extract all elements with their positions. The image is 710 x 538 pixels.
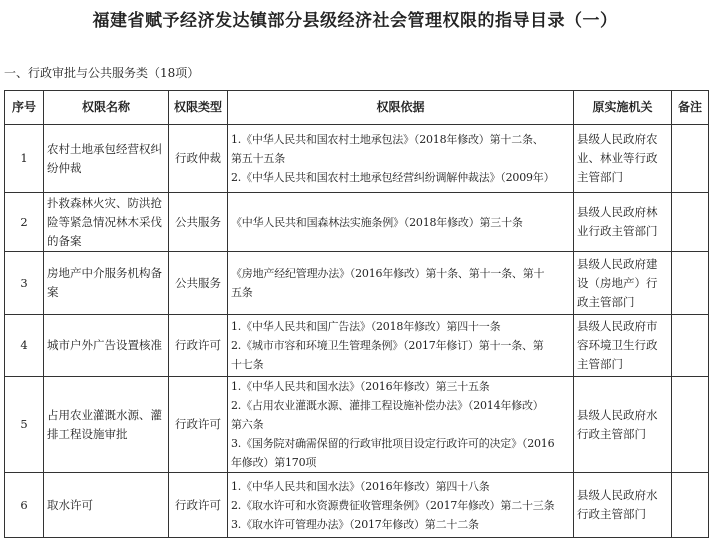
basis-line: 五条 [231, 286, 253, 299]
basis-line: 1.《中华人民共和国水法》（2016年修改）第四十八条 [231, 479, 490, 493]
header-name: 权限名称 [44, 91, 169, 125]
authority-name: 取水许可 [44, 473, 169, 538]
basis-line: 3.《取水许可管理办法》（2017年修改）第二十二条 [231, 517, 479, 531]
basis-line: 2.《占用农业灌溉水源、灌排工程设施补偿办法》（2014年修改） [231, 399, 544, 412]
table-header-row [5, 91, 709, 125]
authority-type: 行政许可 [169, 377, 228, 473]
page-title: 福建省赋予经济发达镇部分县级经济社会管理权限的指导目录（一） [92, 11, 618, 31]
original-agency: 县级人民政府市容环境卫生行政主管部门 [574, 315, 672, 377]
authority-basis [228, 252, 574, 315]
basis-line: 2.《城市市容和环境卫生管理条例》（2017年修订）第十一条、第 [231, 339, 544, 352]
basis-line: 《房地产经纪管理办法》（2016年修改）第十条、第十一条、第十 [231, 267, 545, 280]
header-agency: 原实施机关 [574, 91, 672, 125]
basis-line: 第五十五条 [231, 152, 285, 165]
authority-name: 占用农业灌溉水源、灌排工程设施审批 [44, 377, 169, 473]
row-number: 5 [5, 377, 44, 473]
basis-line: 3.《国务院对确需保留的行政审批项目设定行政许可的决定》（2016 [231, 437, 555, 450]
row-number: 2 [5, 193, 44, 252]
row-number: 3 [5, 252, 44, 315]
header-note: 备注 [672, 91, 709, 125]
header-no: 序号 [5, 91, 44, 125]
original-agency: 县级人民政府水行政主管部门 [574, 377, 672, 473]
table-row [5, 193, 709, 252]
authority-type: 公共服务 [169, 252, 228, 315]
section-heading: 一、行政审批与公共服务类（18项） [4, 66, 200, 80]
basis-line: 1.《中华人民共和国水法》（2016年修改）第三十五条 [231, 380, 490, 393]
basis-line: 1.《中华人民共和国广告法》（2018年修改）第四十一条 [231, 320, 501, 333]
authority-type: 行政许可 [169, 473, 228, 538]
table-row [5, 125, 709, 193]
note [672, 193, 709, 252]
row-number: 1 [5, 125, 44, 193]
table-row [5, 315, 709, 377]
table-row [5, 473, 709, 538]
original-agency: 县级人民政府建设（房地产）行政主管部门 [574, 252, 672, 315]
authority-type: 行政许可 [169, 315, 228, 377]
note [672, 473, 709, 538]
row-number: 6 [5, 473, 44, 538]
authority-type: 公共服务 [169, 193, 228, 252]
note [672, 252, 709, 315]
basis-line: 2.《取水许可和水资源费征收管理条例》（2017年修改）第二十三条 [231, 498, 555, 512]
header-type: 权限类型 [169, 91, 228, 125]
original-agency: 县级人民政府农业、林业等行政主管部门 [574, 125, 672, 193]
authority-name: 农村土地承包经营权纠纷仲裁 [44, 125, 169, 193]
basis-line: 《中华人民共和国森林法实施条例》（2018年修改）第三十条 [231, 215, 523, 229]
row-number: 4 [5, 315, 44, 377]
authority-basis [228, 473, 574, 538]
basis-line: 2.《中华人民共和国农村土地承包经营纠纷调解仲裁法》（2009年） [231, 171, 555, 184]
authority-basis [228, 193, 574, 252]
authority-table [4, 90, 709, 538]
original-agency: 县级人民政府水行政主管部门 [574, 473, 672, 538]
basis-line: 第六条 [231, 418, 264, 431]
basis-line: 1.《中华人民共和国农村土地承包法》（2018年修改）第十二条、 [231, 133, 544, 146]
authority-basis [228, 125, 574, 193]
authority-name: 扑救森林火灾、防洪抢险等紧急情况林木采伐的备案 [44, 193, 169, 252]
table-row [5, 252, 709, 315]
note [672, 315, 709, 377]
table-row [5, 377, 709, 473]
authority-name: 房地产中介服务机构备案 [44, 252, 169, 315]
authority-type: 行政仲裁 [169, 125, 228, 193]
note [672, 377, 709, 473]
authority-name: 城市户外广告设置核准 [44, 315, 169, 377]
header-basis: 权限依据 [228, 91, 574, 125]
basis-line: 十七条 [231, 358, 264, 371]
authority-basis [228, 315, 574, 377]
original-agency: 县级人民政府林业行政主管部门 [574, 193, 672, 252]
note [672, 125, 709, 193]
authority-basis [228, 377, 574, 473]
basis-line: 年修改）第170项 [231, 456, 317, 469]
